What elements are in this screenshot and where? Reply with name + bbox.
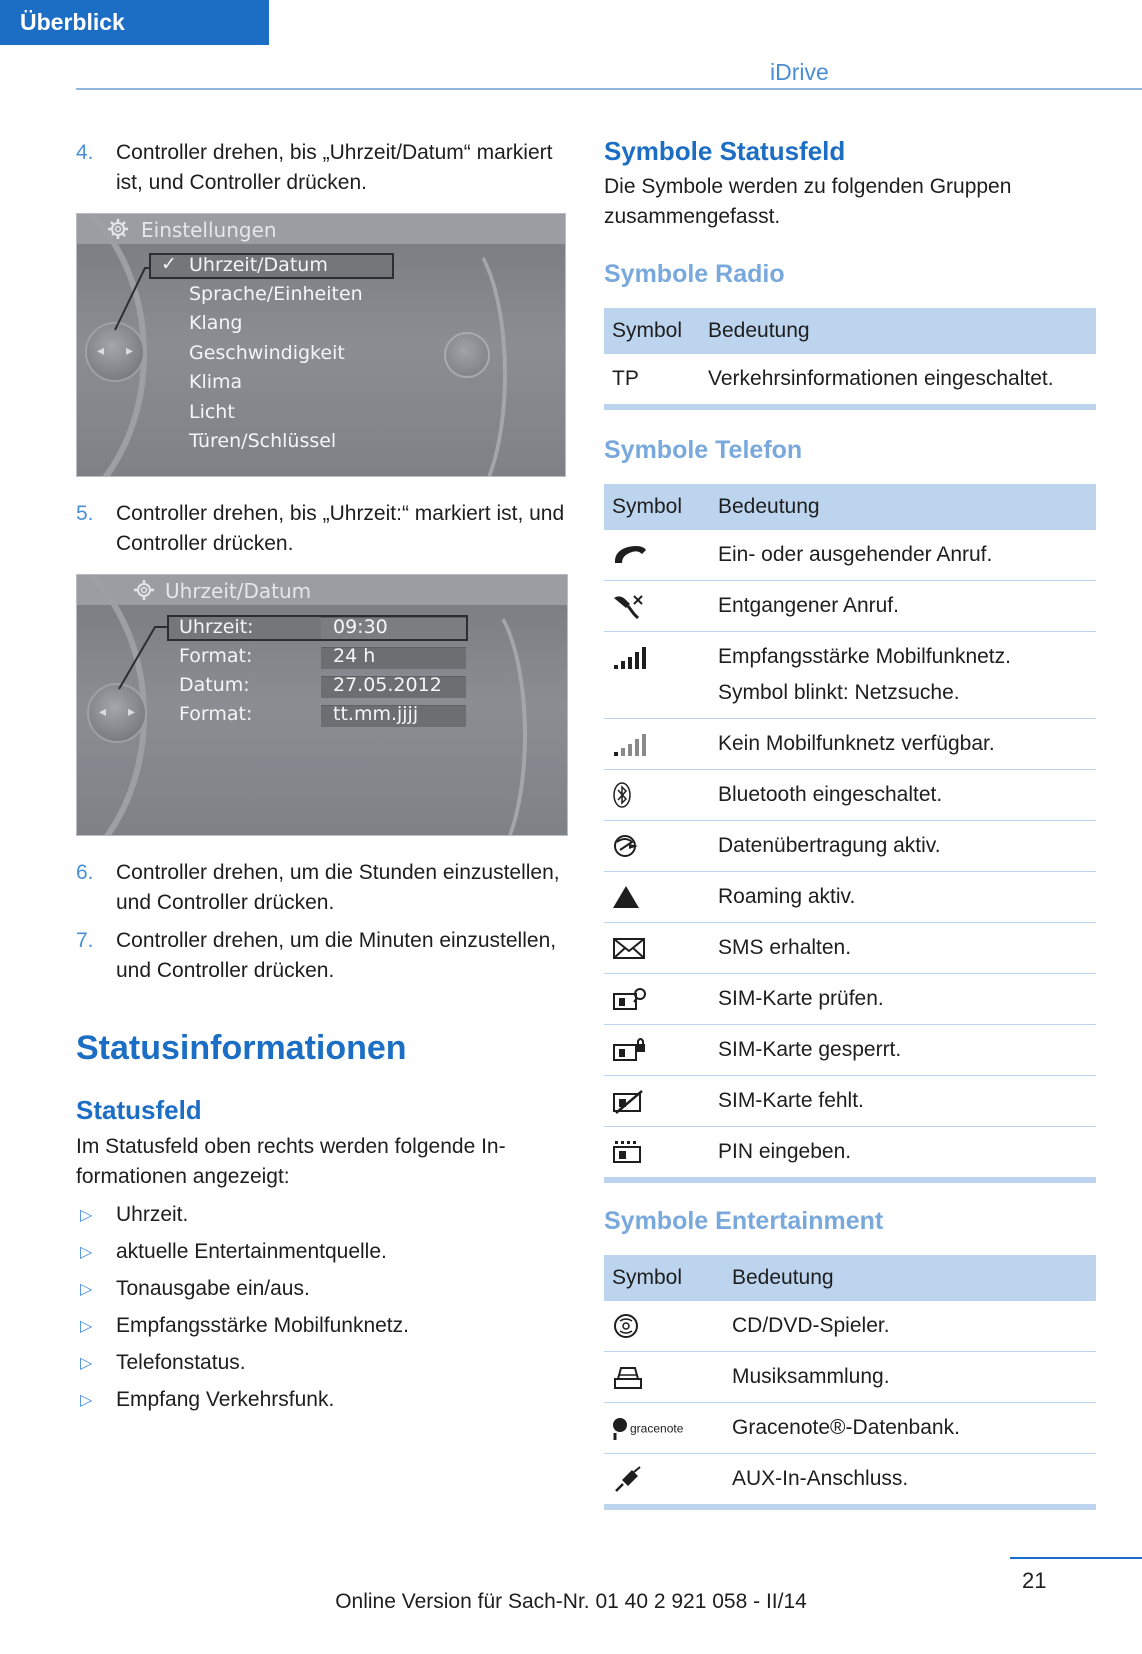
section-heading-statusinformationen: Statusinformationen bbox=[76, 1029, 407, 1067]
column-header-meaning: Bedeutung bbox=[700, 308, 1096, 354]
data-transfer-icon bbox=[612, 832, 648, 860]
meaning-cell: Verkehrsinformationen eingeschaltet. bbox=[700, 354, 1096, 407]
telefon-symbol-table bbox=[604, 484, 1096, 1183]
options-dial-icon bbox=[444, 332, 490, 378]
step-number: 5. bbox=[76, 502, 94, 525]
symbol-cell: TP bbox=[604, 354, 700, 407]
signal-strength-icon bbox=[612, 643, 648, 671]
bluetooth-icon bbox=[612, 781, 648, 809]
menu-item-klima[interactable]: Klima bbox=[189, 371, 243, 393]
heading-symbole-statusfeld: Symbole Statusfeld bbox=[604, 136, 846, 166]
table-row: Musiksammlung. bbox=[604, 1352, 1096, 1403]
table-header-row bbox=[604, 484, 1096, 530]
no-signal-icon bbox=[612, 730, 648, 758]
triangle-bullet-icon: ▷ bbox=[80, 1244, 93, 1261]
right-column bbox=[604, 134, 1096, 1510]
table-row: PIN eingeben. bbox=[604, 1127, 1096, 1181]
menu-item-klang[interactable]: Klang bbox=[189, 312, 243, 334]
music-collection-icon bbox=[612, 1363, 648, 1391]
symbole-intro: Die Symbole werden zu folgenden Gruppen zusammengefasst. bbox=[604, 175, 1012, 228]
column-header-symbol: Symbol bbox=[604, 484, 710, 530]
step-number: 7. bbox=[76, 929, 94, 952]
list-item: ▷ aktuelle Entertainmentquelle. bbox=[76, 1237, 566, 1267]
table-row: CD/DVD-Spieler. bbox=[604, 1301, 1096, 1352]
column-header-meaning: Bedeutung bbox=[710, 484, 1096, 530]
menu-item-licht[interactable]: Licht bbox=[189, 401, 235, 423]
step-6 bbox=[76, 858, 566, 918]
screen-title: Uhrzeit/Datum bbox=[165, 579, 312, 603]
page-number: 21 bbox=[1022, 1568, 1047, 1593]
statusfeld-intro: Im Statusfeld oben rechts werden folgende Informationen angezeigt: bbox=[76, 1135, 506, 1188]
menu-item-tueren-schluessel[interactable]: Türen/Schlüssel bbox=[189, 430, 337, 452]
list-item: ▷ Telefonstatus. bbox=[76, 1348, 566, 1378]
triangle-bullet-icon: ▷ bbox=[80, 1207, 93, 1224]
table-row: AUX-In-Anschluss. bbox=[604, 1454, 1096, 1508]
chevron-left-icon: ◂ bbox=[99, 703, 107, 719]
roaming-triangle-icon bbox=[612, 883, 648, 911]
setting-value-time-format[interactable]: 24 h bbox=[333, 645, 376, 667]
footer-rule bbox=[1010, 1557, 1142, 1559]
table-row: Entgangener Anruf. bbox=[604, 581, 1096, 632]
idrive-screen-settings bbox=[76, 213, 566, 477]
sim-missing-icon bbox=[612, 1087, 648, 1115]
step-4 bbox=[76, 138, 566, 198]
table-row: Datenübertragung aktiv. bbox=[604, 821, 1096, 872]
table-row: Kein Mobilfunknetz verfügbar. bbox=[604, 719, 1096, 770]
table-row: SIM-Karte prüfen. bbox=[604, 974, 1096, 1025]
table-header-row bbox=[604, 1255, 1096, 1301]
heading-symbole-entertainment: Symbole Entertainment bbox=[604, 1207, 884, 1235]
check-mark-icon: ✓ bbox=[161, 253, 177, 275]
header-chapter-tab: Überblick bbox=[0, 0, 269, 45]
left-column bbox=[76, 138, 566, 1422]
triangle-bullet-icon: ▷ bbox=[80, 1281, 93, 1298]
table-row: SIM-Karte fehlt. bbox=[604, 1076, 1096, 1127]
pin-entry-icon bbox=[612, 1138, 648, 1166]
table-row: Empfangsstärke Mobilfunknetz. Symbol blinkt: Netzsuche. bbox=[604, 632, 1096, 719]
table-row: Roaming aktiv. bbox=[604, 872, 1096, 923]
aux-plug-icon bbox=[612, 1466, 648, 1494]
triangle-bullet-icon: ▷ bbox=[80, 1318, 93, 1335]
menu-item-uhrzeit-datum[interactable]: Uhrzeit/Datum bbox=[189, 254, 328, 276]
step-7 bbox=[76, 926, 566, 986]
setting-value-date[interactable]: 27.05.2012 bbox=[333, 674, 442, 696]
table-row: Ein- oder ausgehender Anruf. bbox=[604, 530, 1096, 581]
step-text: Controller drehen, um die Minuten einzustellen, und Controller drücken. bbox=[116, 929, 557, 982]
phone-handset-icon bbox=[612, 541, 648, 569]
chevron-right-icon: ▸ bbox=[125, 342, 133, 358]
sim-locked-icon bbox=[612, 1036, 648, 1064]
gracenote-logo-text: gracenote bbox=[630, 1421, 684, 1436]
heading-symbole-telefon: Symbole Telefon bbox=[604, 436, 803, 464]
idrive-screen-time-date bbox=[76, 574, 568, 836]
setting-label-time-format[interactable]: Format: bbox=[179, 645, 253, 667]
table-row: SMS erhalten. bbox=[604, 923, 1096, 974]
chevron-left-icon: ◂ bbox=[97, 342, 105, 358]
column-header-meaning: Bedeutung bbox=[724, 1255, 1096, 1301]
menu-item-geschwindigkeit[interactable]: Geschwindigkeit bbox=[189, 342, 345, 364]
table-row: Bluetooth eingeschaltet. bbox=[604, 770, 1096, 821]
setting-label-date-format[interactable]: Format: bbox=[179, 703, 253, 725]
list-item: ▷ Uhrzeit. bbox=[76, 1200, 566, 1230]
list-item: ▷ Empfangsstärke Mobilfunknetz. bbox=[76, 1311, 566, 1341]
setting-label-date[interactable]: Datum: bbox=[179, 674, 250, 696]
step-number: 6. bbox=[76, 861, 94, 884]
header-section-label: iDrive bbox=[770, 59, 829, 85]
cd-icon bbox=[612, 1312, 648, 1340]
table-row: SIM-Karte gesperrt. bbox=[604, 1025, 1096, 1076]
gracenote-icon bbox=[612, 1414, 630, 1442]
missed-call-icon bbox=[612, 592, 648, 620]
radio-symbol-table bbox=[604, 308, 1096, 410]
setting-value-time[interactable]: 09:30 bbox=[333, 616, 388, 638]
step-text: Controller drehen, bis „Uhrzeit/Datum“ markiert ist, und Controller drücken. bbox=[116, 141, 553, 194]
sim-check-icon bbox=[612, 985, 648, 1013]
gear-icon bbox=[133, 579, 155, 601]
triangle-bullet-icon: ▷ bbox=[80, 1392, 93, 1409]
screen-title: Einstellungen bbox=[141, 218, 277, 242]
subsection-heading-statusfeld: Statusfeld bbox=[76, 1095, 202, 1125]
list-item: ▷ Empfang Verkehrsfunk. bbox=[76, 1385, 566, 1415]
entertainment-symbol-table bbox=[604, 1255, 1096, 1510]
setting-value-date-format[interactable]: tt.mm.jjjj bbox=[333, 703, 419, 725]
step-5 bbox=[76, 499, 566, 559]
status-bullet-list bbox=[76, 1200, 566, 1415]
header-rule bbox=[76, 88, 1142, 90]
list-item: ▷ Tonausgabe ein/aus. bbox=[76, 1274, 566, 1304]
step-number: 4. bbox=[76, 141, 94, 164]
column-header-symbol: Symbol bbox=[604, 1255, 724, 1301]
menu-item-sprache-einheiten[interactable]: Sprache/Einheiten bbox=[189, 283, 363, 305]
envelope-icon bbox=[612, 934, 648, 962]
setting-label-time[interactable]: Uhrzeit: bbox=[179, 616, 254, 638]
chevron-right-icon: ▸ bbox=[127, 703, 135, 719]
footer-online-version: Online Version für Sach-Nr. 01 40 2 921 058 - II/14 bbox=[335, 1590, 807, 1613]
column-header-symbol: Symbol bbox=[604, 308, 700, 354]
table-row: gracenote Gracenote®-Datenbank. bbox=[604, 1403, 1096, 1454]
step-text: Controller drehen, um die Stunden einzustellen, und Controller drücken. bbox=[116, 861, 560, 914]
step-text: Controller drehen, bis „Uhrzeit:“ markiert ist, und Controller drücken. bbox=[116, 502, 565, 555]
table-row bbox=[604, 354, 1096, 407]
triangle-bullet-icon: ▷ bbox=[80, 1355, 93, 1372]
heading-symbole-radio: Symbole Radio bbox=[604, 260, 785, 288]
table-header-row bbox=[604, 308, 1096, 354]
